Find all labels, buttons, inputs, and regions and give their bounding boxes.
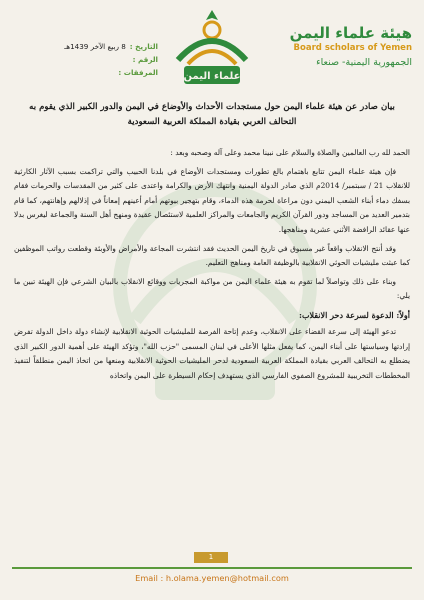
paragraph-3: وبناء على ذلك وتواصلاً لما تقوم به هيئة علماء اليمن من مواكبة المجريات ووقائع الانقلاب بالبيان الشرعي فإن الهيئة تبين ما يلي: [14,276,410,301]
page-number: 1 [194,552,228,563]
footer-divider [12,567,412,569]
date-value: 8 ربيع الآخر 1439هـ [64,42,126,51]
organization-name-english: Board scholars of Yemen [293,43,412,53]
organization-name-arabic: هيئة علماء اليمن [289,24,412,42]
organization-location: الجمهورية اليمنية- صنعاء [316,57,412,68]
statement-body [14,100,410,387]
attachments-label: المرفقات : [118,68,158,77]
number-row [8,53,158,66]
date-row [8,40,158,53]
footer-contact [0,573,424,583]
organization-brand [262,24,412,69]
section-1-heading: أولاً: الدعوة لسرعة دحر الانقلاب: [299,309,410,320]
email-label: Email : [135,573,164,583]
email-address[interactable]: h.olama.yemen@hotmail.com [165,573,289,583]
logo-text: علماء اليمن [183,71,241,82]
paragraph-2: وقد أنتج الانقلاب واقعاً غير مسبوق في تاريخ اليمن الحديث فقد انتشرت المجاعة والأمراض والأوبئة وقطعت رواتب الموظفين كما عبثت مليشيات الحوثي الانقلابية بالوظيفة العامة ومناهج التعليم. [14,243,410,268]
letterhead-header [0,0,424,92]
organization-logo [170,8,254,88]
attachments-row [8,66,158,79]
date-label: التاريخ : [129,42,158,51]
paragraph-4: تدعو الهيئة إلى سرعة القضاء على الانقلاب، وعدم إتاحة الفرصة للمليشيات الحوثية الانقلابية لإنشاء دولة داخل الدولة تفرض إرادتها وسياستها على أبناء اليمن، كما يفعل مثلها الأعلى في لبنان المسمى "حزب الله"، وتؤكد الهيئة على أهمية الدور الكبير الذي يضطلع به التحالف العربي بقيادة المملكة العربية السعودية لدحر المليشيات الحوثية الانقلابية ومنعها من اتخاذ اليمن منطلقاً لتنفيذ المخططات التخريبية للمشروع الصفوي الفارسي الذي يستهدف إحكام السيطرة على اليمن واتخاذه [14,326,410,380]
paragraph-1: فإن هيئة علماء اليمن تتابع باهتمام بالغ تطورات ومستجدات الأوضاع في بلدنا الحبيب والتي تراكمت بسبب الآثار الكارثية للانقلاب 21 / سبتمبر/ 2014م الذي صادر الدولة اليمنية وانتهك الأرض والكرامة واعتدى على كثير من المقدسات والحرمات فقام بسفك دماء أبناء الشعب اليمني دون مراعاة لحرمة هذه الدماء، وقام بتهجير بيوتهم أمام أعينهم إمعاناً في إذلالهم وإهانتهم، كما قام بتدمير العديد من المساجد ودور القرآن الكريم والجامعات والمراكز العلمية لاستئصال عقيدة ومنهج أهل السنة والجماعة ليغرس بدلا عنها عقائد الرافضة الأثني عشرية ومناهجها. [14,166,410,234]
statement-title: بيان صادر عن هيئة علماء اليمن حول مستجدات الأحداث والأوضاع في اليمن والدور الكبير الذي يقوم به التحالف العربي بقيادة المملكة العربية السعودية [29,102,395,127]
number-label: الرقم : [132,55,158,64]
document-meta [8,40,158,79]
greeting: الحمد لله رب العالمين والصلاة والسلام على نبينا محمد وعلى آله وصحبه وبعد : [170,148,410,157]
